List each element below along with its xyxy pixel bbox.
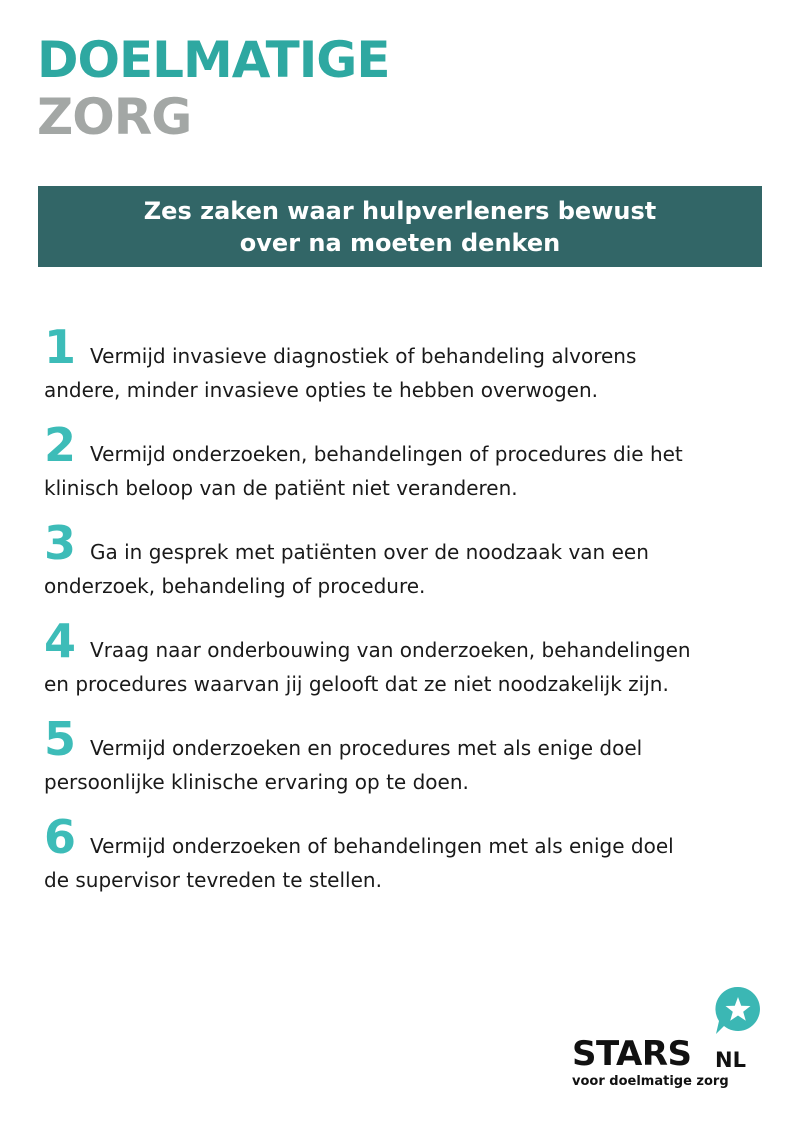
item-number: 5 (44, 712, 77, 766)
item-text-line-1: Ga in gesprek met patiënten over de noodzaak van een (90, 540, 649, 564)
item-number: 6 (44, 810, 77, 864)
item-text-line-1: Vermijd onderzoeken, behandelingen of procedures die het (90, 442, 683, 466)
list-item (44, 614, 764, 701)
item-text-line-2: onderzoek, behandeling of procedure. (44, 574, 426, 598)
banner-line-1: Zes zaken waar hulpverleners bewust (143, 196, 657, 225)
title-line-doelmatige: DOELMATIGE (37, 31, 390, 89)
banner-line-2: over na moeten denken (239, 228, 561, 257)
list-item (44, 712, 764, 799)
item-number: 2 (44, 418, 77, 472)
item-text-line-2: persoonlijke klinische ervaring op te doen. (44, 770, 469, 794)
item-text-line-1: Vermijd invasieve diagnostiek of behandeling alvorens (90, 344, 637, 368)
list-item (44, 516, 764, 603)
logo-nl-text: NL (715, 1048, 746, 1072)
logo-stars-text: STARS (572, 1034, 692, 1074)
list-item (44, 418, 764, 505)
item-text-line-1: Vermijd onderzoeken of behandelingen met als enige doel (90, 834, 674, 858)
logo-tagline: voor doelmatige zorg (572, 1074, 729, 1089)
item-text-line-1: Vraag naar onderbouwing van onderzoeken, behandelingen (90, 638, 691, 662)
list-item (44, 320, 764, 407)
item-number: 3 (44, 516, 77, 570)
item-number: 1 (44, 320, 77, 374)
subtitle-banner (38, 186, 762, 267)
item-text-line-2: andere, minder invasieve opties te hebben overwogen. (44, 378, 598, 402)
item-text-line-2: en procedures waarvan jij gelooft dat ze niet noodzakelijk zijn. (44, 672, 669, 696)
list-item (44, 810, 764, 897)
star-speech-bubble-icon (712, 985, 764, 1037)
item-text-line-2: klinisch beloop van de patiënt niet veranderen. (44, 476, 518, 500)
stars-nl-logo (570, 985, 770, 1095)
item-text-line-1: Vermijd onderzoeken en procedures met als enige doel (90, 736, 643, 760)
item-number: 4 (44, 614, 77, 668)
title-line-zorg: ZORG (37, 88, 192, 146)
item-text-line-2: de supervisor tevreden te stellen. (44, 868, 382, 892)
